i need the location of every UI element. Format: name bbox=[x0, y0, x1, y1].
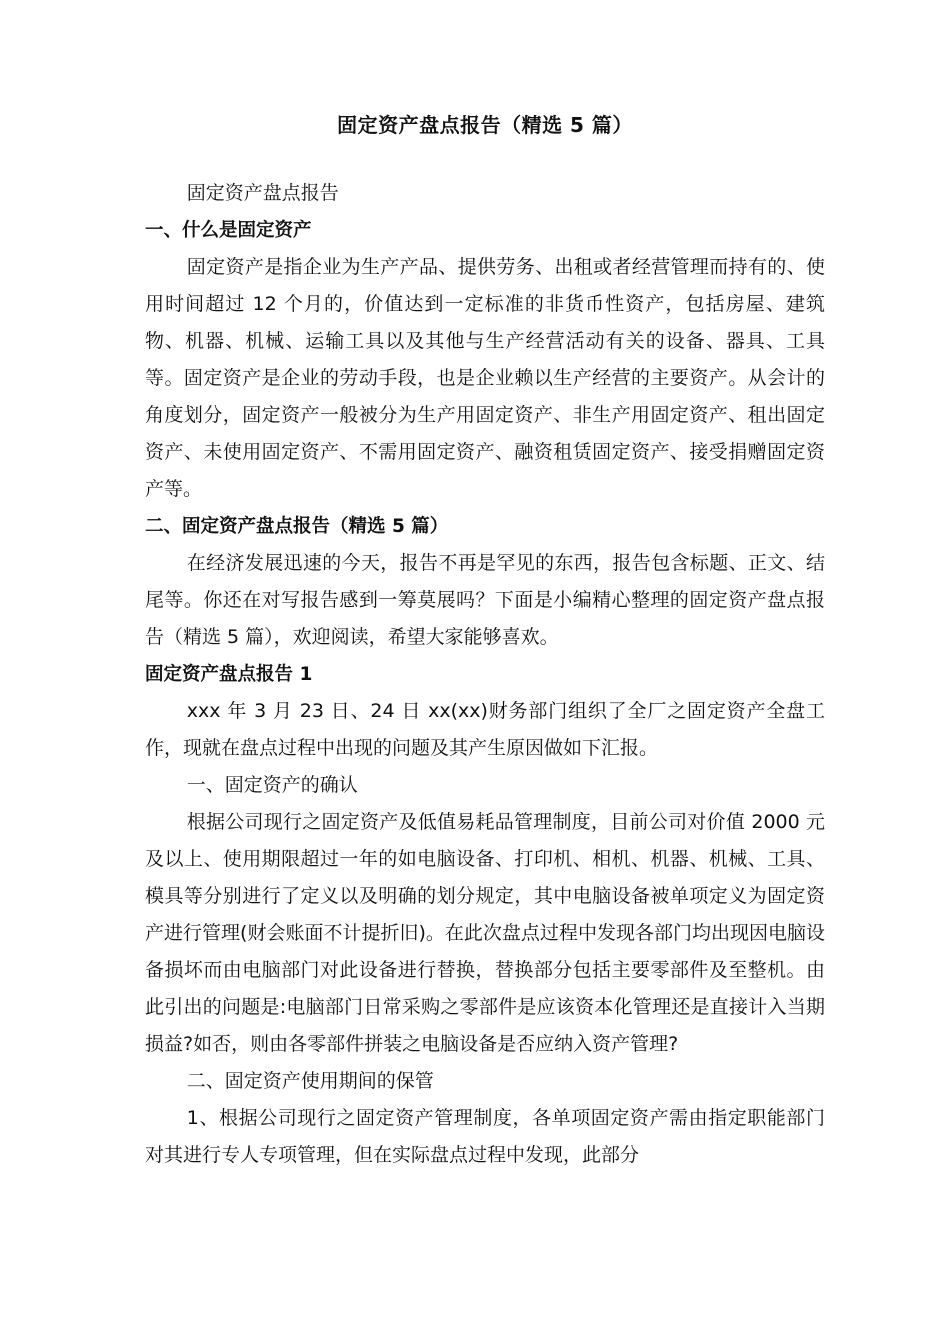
report1-subheading-2: 二、固定资产使用期间的保管 bbox=[186, 1070, 434, 1092]
section1-heading: 一、什么是固定资产 bbox=[145, 220, 312, 241]
report1-paragraph-3: 1、根据公司现行之固定资产管理制度，各单项固定资产需由指定职能部门对其进行专人专项管理，但在实际盘点过程中发现，此部分 bbox=[145, 1107, 825, 1166]
report1-subheading-1: 一、固定资产的确认 bbox=[186, 774, 358, 796]
document-subtitle: 固定资产盘点报告 bbox=[186, 182, 339, 204]
report1-paragraph-1: xxx 年 3 月 23 日、24 日 xx(xx)财务部门组织了全厂之固定资产全盘工作，现就在盘点过程中出现的问题及其产生原因做如下汇报。 bbox=[145, 700, 825, 759]
report1-paragraph-2: 根据公司现行之固定资产及低值易耗品管理制度，目前公司对价值 2000 元及以上、使用期限超过一年的如电脑设备、打印机、相机、机器、机械、工具、模具等分别进行了定义以及明确的划分规定，其中电脑设备被单项定义为固定资产进行管理(财会账面不计提折旧)。在此次盘点过程中发现各部门均出现因电脑设备损坏而由电脑部门对此设备进行替换，替换部分包括主要零部件及至整机。由此引出的问题是:电脑部门日常采购之零部件是应该资本化管理还是直接计入当期损益?如否，则由各零部件拼装之电脑设备是否应纳入资产管理? bbox=[145, 811, 825, 1055]
document-page bbox=[145, 110, 825, 1174]
section1-paragraph: 固定资产是指企业为生产产品、提供劳务、出租或者经营管理而持有的、使用时间超过 12 个月的，价值达到一定标准的非货币性资产，包括房屋、建筑物、机器、机械、运输工具以及其他与生产经营活动有关的设备、器具、工具等。固定资产是企业的劳动手段，也是企业赖以生产经营的主要资产。从会计的角度划分，固定资产一般被分为生产用固定资产、非生产用固定资产、租出固定资产、未使用固定资产、不需用固定资产、融资租赁固定资产、接受捐赠固定资产等。 bbox=[145, 256, 825, 500]
document-title: 固定资产盘点报告（精选 5 篇） bbox=[337, 113, 633, 137]
section2-paragraph: 在经济发展迅速的今天，报告不再是罕见的东西，报告包含标题、正文、结尾等。你还在对写报告感到一筹莫展吗？下面是小编精心整理的固定资产盘点报告（精选 5 篇），欢迎阅读，希望大家能够喜欢。 bbox=[145, 552, 825, 648]
section2-heading: 二、固定资产盘点报告（精选 5 篇） bbox=[145, 516, 449, 537]
report1-heading: 固定资产盘点报告 1 bbox=[145, 664, 313, 685]
